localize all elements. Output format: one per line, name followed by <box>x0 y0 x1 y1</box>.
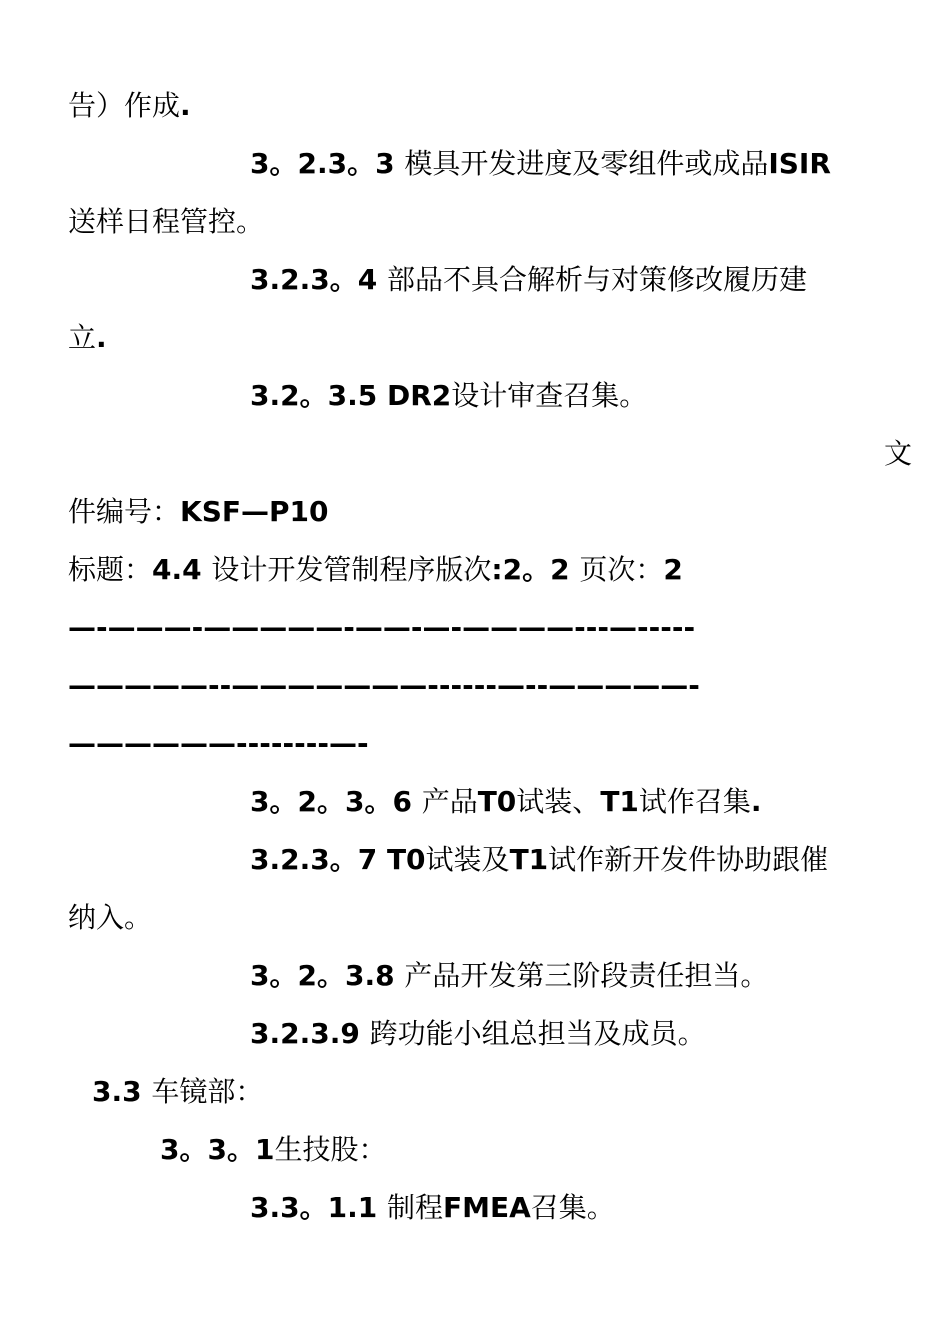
section-code: T1 <box>600 785 639 818</box>
paragraph-line <box>68 309 950 367</box>
section-code: T0 <box>477 785 517 818</box>
page-value: 2 <box>663 553 683 586</box>
section-text: 跨功能小组总担当及成员。 <box>369 1017 706 1050</box>
section-number: 3.3。1.1 <box>250 1191 387 1224</box>
text-run: . <box>96 321 107 354</box>
paragraph-line <box>68 889 950 947</box>
section-3-2-3-7 <box>250 831 950 889</box>
section-text: 产品 <box>421 785 478 818</box>
section-3-2-3-5 <box>250 367 950 425</box>
section-3-3 <box>92 1063 950 1121</box>
section-3-2-3-3 <box>250 135 950 193</box>
header-wrap-char <box>884 425 912 483</box>
section-3-2-3-9 <box>250 1005 950 1063</box>
section-number: 3.2.3。4 <box>250 263 387 296</box>
section-number: 3。2。3.8 <box>250 959 405 992</box>
section-text: 车镜部： <box>151 1075 264 1108</box>
version-value: :2。2 <box>491 553 580 586</box>
section-text: 试装及 <box>425 843 510 876</box>
paragraph-line <box>68 193 950 251</box>
section-code: ISIR <box>768 147 831 180</box>
section-text: 模具开发进度及零组件或成品 <box>404 147 769 180</box>
text-run: 纳入。 <box>68 901 153 934</box>
section-text: 试作新开发件协助跟催 <box>548 843 829 876</box>
separator-line: —-———-—————-——-—-————---—----- <box>68 611 696 644</box>
section-text: 生技股： <box>274 1133 387 1166</box>
section-text: 试作召集 <box>638 785 751 818</box>
section-code: FMEA <box>442 1191 531 1224</box>
title-text: 设计开发管制程序版次 <box>211 553 492 586</box>
section-number: 3.2。3.5 DR2 <box>250 379 452 412</box>
page-label: 页次： <box>579 553 664 586</box>
section-code: T1 <box>509 843 549 876</box>
section-text: 设计审查召集。 <box>451 379 648 412</box>
section-3-3-1 <box>160 1121 950 1179</box>
separator-line: ——————--------—- <box>68 727 369 760</box>
section-text: 部品不具合解析与对策修改履历建 <box>386 263 807 296</box>
title-number: 4.4 <box>152 553 212 586</box>
text-run: . <box>180 89 191 122</box>
separator-line: —————--———————------—--—————- <box>68 669 700 702</box>
text-run: 告）作成 <box>68 89 181 122</box>
section-3-2-3-6 <box>250 773 950 831</box>
section-3-2-3-8 <box>250 947 950 1005</box>
section-3-2-3-4 <box>250 251 950 309</box>
section-number: 3.2.3。7 T0 <box>250 843 426 876</box>
section-number: 3.3 <box>92 1075 152 1108</box>
section-text: 试装、 <box>516 785 601 818</box>
doc-number-value: KSF—P10 <box>180 495 329 528</box>
text-run: 立 <box>68 321 97 354</box>
doc-number-label: 件编号： <box>68 495 181 528</box>
document-title-line <box>68 541 950 599</box>
section-3-3-1-1 <box>250 1179 950 1237</box>
section-text: 制程 <box>386 1191 443 1224</box>
section-number: 3.2.3.9 <box>250 1017 370 1050</box>
title-label: 标题： <box>68 553 153 586</box>
section-text: 产品开发第三阶段责任担当。 <box>404 959 769 992</box>
text-run: . <box>750 785 762 818</box>
section-text: 召集。 <box>530 1191 615 1224</box>
section-number: 3。2。3。6 <box>250 785 422 818</box>
section-number: 3。2.3。3 <box>250 147 405 180</box>
text-run: 送样日程管控。 <box>68 205 265 238</box>
paragraph-line <box>68 77 950 135</box>
section-number: 3。3。1 <box>160 1133 275 1166</box>
document-number <box>68 483 950 541</box>
text-run: 文 <box>883 437 912 470</box>
